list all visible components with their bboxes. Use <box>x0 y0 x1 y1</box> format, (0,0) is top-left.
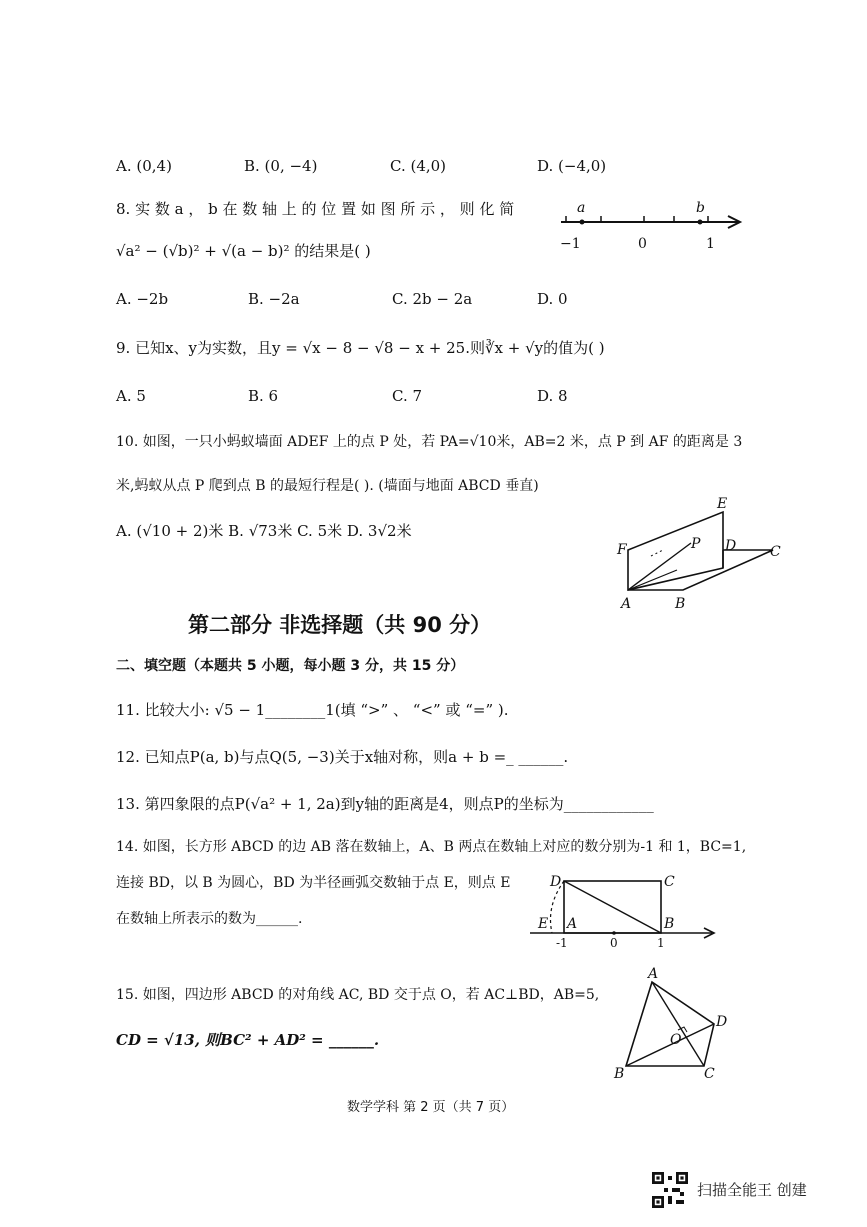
q14-line3: 在数轴上所表示的数为______. <box>116 911 303 927</box>
q10-line1: 10. 如图，一只小蚂蚁墙面 ADEF 上的点 P 处，若 PA=√10米，AB=2 米，点 P 到 AF 的距离是 3 <box>116 434 743 450</box>
q10-label-D: D <box>725 538 737 554</box>
q8-option-b: B. −2a <box>248 290 300 308</box>
q14-line2: 连接 BD，以 B 为圆心，BD 为半径画弧交数轴于点 E，则点 E <box>116 875 511 891</box>
q9-option-d: D. 8 <box>537 387 568 405</box>
q9-option-b: B. 6 <box>248 387 279 405</box>
q10-label-E: E <box>717 496 728 512</box>
q14-tick-0: 0 <box>610 936 618 950</box>
q15-line2: CD = √13, 则BC² + AD² = ______. <box>116 1031 380 1049</box>
q10-label-B: B <box>675 596 686 612</box>
q14-label-C: C <box>664 874 675 890</box>
q14-label-B: B <box>664 916 675 932</box>
q14-label-E: E <box>538 916 549 932</box>
q8-label-b: b <box>696 200 705 216</box>
q7-option-d: D. (−4,0) <box>537 157 607 175</box>
q8-tick-neg1: −1 <box>560 236 581 252</box>
q8-expression: √a² − (√b)² + √(a − b)² 的结果是( ) <box>116 242 371 260</box>
q9-option-a: A. 5 <box>116 387 146 405</box>
q8-number-line <box>556 196 746 256</box>
scanner-watermark: 扫描全能王 创建 <box>697 1181 807 1199</box>
q15-label-A: A <box>648 966 659 982</box>
q14-tick-neg1: -1 <box>556 936 568 950</box>
q15-label-B: B <box>614 1066 625 1082</box>
q8-option-d: D. 0 <box>537 290 568 308</box>
q14-label-D: D <box>550 874 562 890</box>
q8-label-a: a <box>577 200 586 216</box>
q8-option-a: A. −2b <box>116 290 169 308</box>
q12: 12. 已知点P(a, b)与点Q(5, −3)关于x轴对称，则a + b =_ ______. <box>116 748 569 766</box>
q13: 13. 第四象限的点P(√a² + 1, 2a)到y轴的距离是4，则点P的坐标为____________ <box>116 795 654 813</box>
q8-stem: 8. 实 数 a ， b 在 数 轴 上 的 位 置 如 图 所 示 ， 则 化 简 <box>116 200 515 218</box>
part2-heading: 第二部分 非选择题（共 90 分） <box>188 613 492 637</box>
q8-tick-0: 0 <box>638 236 647 252</box>
q15-label-C: C <box>704 1066 715 1082</box>
q14-label-A: A <box>567 916 578 932</box>
q15-line1: 15. 如图，四边形 ABCD 的对角线 AC, BD 交于点 O，若 AC⊥BD，AB=5, <box>116 987 600 1003</box>
qr-code-icon <box>652 1172 688 1208</box>
q15-label-D: D <box>716 1014 728 1030</box>
q10-label-A: A <box>621 596 632 612</box>
q9-stem: 9. 已知x、y为实数，且y = √x − 8 − √8 − x + 25.则∛x + √y的值为( ) <box>116 339 605 357</box>
q14-figure <box>528 868 718 948</box>
q10-label-P: P <box>691 536 701 552</box>
section-fill-in-heading: 二、填空题（本题共 5 小题，每小题 3 分，共 15 分） <box>116 658 465 674</box>
q15-figure <box>612 968 734 1080</box>
q8-option-c: C. 2b − 2a <box>392 290 473 308</box>
q7-option-c: C. (4,0) <box>390 157 447 175</box>
q14-line1: 14. 如图，长方形 ABCD 的边 AB 落在数轴上，A、B 两点在数轴上对应的数分别为-1 和 1，BC=1, <box>116 839 747 855</box>
page-footer: 数学学科 第 2 页（共 7 页） <box>347 1100 515 1115</box>
q7-option-a: A. (0,4) <box>116 157 172 175</box>
q10-options: A. (√10 + 2)米 B. √73米 C. 5米 D. 3√2米 <box>116 522 412 540</box>
q10-label-C: C <box>770 544 781 560</box>
q10-line2: 米,蚂蚁从点 P 爬到点 B 的最短行程是( ). (墙面与地面 ABCD 垂直) <box>116 478 539 494</box>
q15-label-O: O <box>670 1032 682 1048</box>
q7-option-b: B. (0, −4) <box>244 157 318 175</box>
q14-tick-1: 1 <box>657 936 665 950</box>
q10-figure <box>615 492 790 614</box>
q8-tick-1: 1 <box>706 236 715 252</box>
q10-label-F: F <box>617 542 627 558</box>
q11: 11. 比较大小: √5 − 1________1(填 “>” 、 “<” 或 “=” ). <box>116 701 509 719</box>
q9-option-c: C. 7 <box>392 387 423 405</box>
